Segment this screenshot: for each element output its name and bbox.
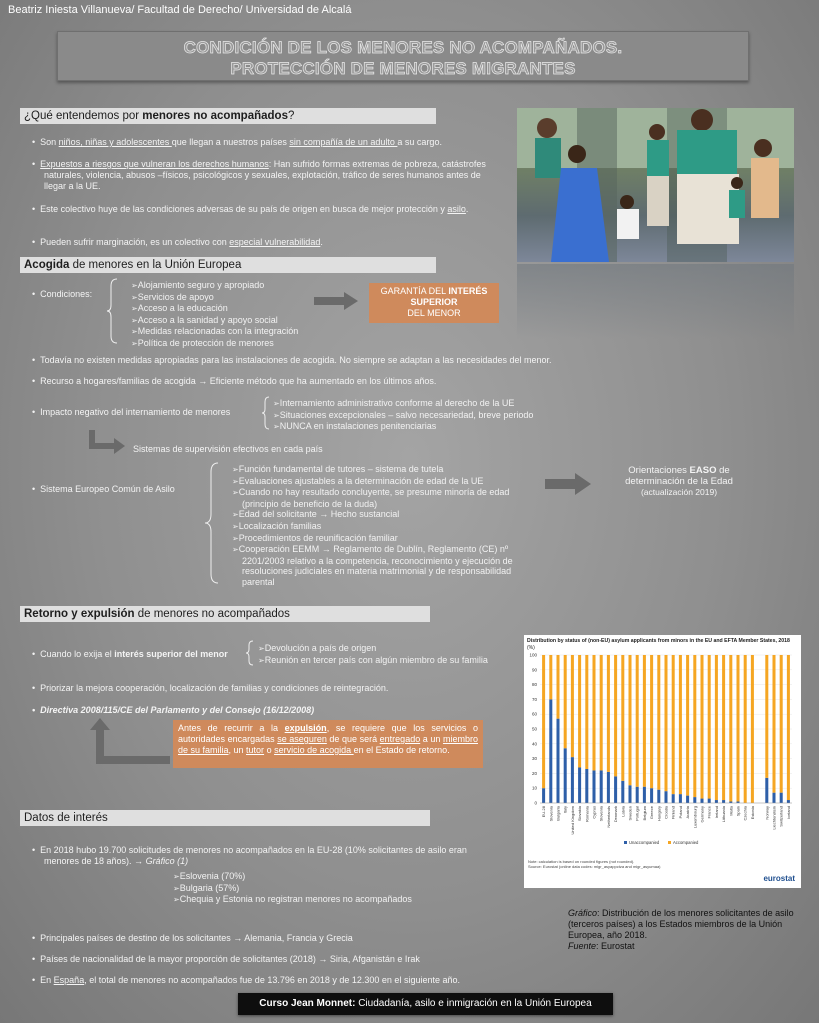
bar-accompanied <box>693 655 696 797</box>
bar-unaccompanied <box>643 787 646 803</box>
legend-label-accompanied: Accompanied <box>673 840 699 845</box>
text: de que será <box>326 734 380 744</box>
definition-bullet-3: • Este colectivo huye de las condiciones adversas de su país de origen en busca de mejor protección y asilo. <box>32 204 469 214</box>
percent-item: ➢ Bulgaria (57%) <box>173 883 473 895</box>
bar-accompanied <box>556 655 559 719</box>
text-underlined: sin compañía de un adulto <box>289 137 398 147</box>
page-title-line1: CONDICIÓN DE LOS MENORES NO ACOMPAÑADOS. <box>183 38 623 57</box>
bar-accompanied <box>542 655 545 788</box>
bar-unaccompanied <box>715 800 718 803</box>
bar-accompanied <box>578 655 581 767</box>
x-tick-label: United Kingdom <box>569 806 575 835</box>
text: Recurso a hogares/familias de acogida → Eficiente método que ha aumentado en los últimos años. <box>40 376 437 386</box>
footer-banner <box>238 993 613 1015</box>
text-underlined: especial vulnerabilidad <box>229 237 321 247</box>
brace-icon <box>107 278 119 344</box>
y-tick-label: 50 <box>531 726 537 732</box>
return-bullet-2: • Priorizar la mejora cooperación, localización de familias y condiciones de reintegración. <box>32 683 389 693</box>
ceas-item: ➢ Cooperación EEMM → Reglamento de Dublín, Reglamento (CE) nº 2201/2003 relativo a la competencia, reconocimiento y ejecución de resoluciones judiciales en materia matrimonial y de responsabilidad parental <box>232 544 528 587</box>
section-header-definition <box>20 108 436 124</box>
bar-unaccompanied <box>657 790 660 803</box>
section-header-return <box>20 606 430 622</box>
expulsion-box <box>173 720 483 768</box>
bar-accompanied <box>564 655 567 748</box>
ceas-item: ➢ Evaluaciones ajustables a la determinación de edad de la UE <box>232 476 528 488</box>
reception-bullet-2: • Recurso a hogares/familias de acogida → Eficiente método que ha aumentado en los últimos años. <box>32 376 437 386</box>
bar-unaccompanied <box>664 791 667 803</box>
x-tick-label: Austria <box>685 806 691 819</box>
x-tick-label: France <box>706 806 712 819</box>
return-bullet-3: • Directiva 2008/115/CE del Parlamento y del Consejo (16/12/2008) <box>32 705 315 715</box>
bar-unaccompanied <box>571 757 574 803</box>
text-italic: Gráfico <box>568 908 598 918</box>
x-tick-label: Hungary <box>656 806 662 822</box>
bar-accompanied <box>708 655 711 799</box>
x-tick-label: Czechia <box>742 806 748 821</box>
bar-accompanied <box>751 655 754 803</box>
bar-accompanied <box>650 655 653 788</box>
chart-note: Note: calculation is based on rounded figures (not rounded). <box>528 859 635 864</box>
text: Orientaciones <box>628 465 690 476</box>
bar-accompanied <box>592 655 595 770</box>
bar-accompanied <box>765 655 768 778</box>
text: Antes de recurrir a la <box>178 723 285 733</box>
text: Sistema Europeo Común de Asilo <box>40 484 175 494</box>
bar-unaccompanied <box>614 776 617 803</box>
bar-unaccompanied <box>578 767 581 803</box>
text: a un <box>420 734 443 744</box>
header-bold: menores no acompañados <box>142 110 288 122</box>
text: , se requiere que los servicios o autoridades encargadas <box>178 723 478 744</box>
x-tick-label: Liechtenstein <box>771 806 777 830</box>
bar-accompanied <box>780 655 783 793</box>
x-tick-label: Germany <box>699 806 705 823</box>
bar-accompanied <box>614 655 617 776</box>
header-bold: Acogida <box>24 259 70 271</box>
return-options <box>258 643 518 666</box>
reception-bullet-4: • Sistema Europeo Común de Asilo <box>32 484 175 494</box>
bar-accompanied <box>772 655 775 793</box>
text: , el total de menores no acompañados fue de 13.796 en 2018 y de 12.300 en el siguiente año. <box>84 975 460 985</box>
text: Todavía no existen medidas apropiadas para las instalaciones de acogida. No siempre se adaptan a las necesidades del menor. <box>40 355 552 365</box>
bar-unaccompanied <box>679 794 682 803</box>
text: en el Estado de retorno. <box>353 745 450 755</box>
ceas-item: ➢ Localización familias <box>232 521 528 533</box>
section-header-data <box>20 810 430 826</box>
text: : Han sufrido formas extremas de pobreza, catástrofes naturales, violencia, abusos –físicos, psicológicos y sexuales, explotación, tráfico de seres humanos antes de llegar a la UE. <box>44 159 486 191</box>
bar-unaccompanied <box>621 781 624 803</box>
ceas-list <box>232 464 528 588</box>
data-bullet-3: • Países de nacionalidad de la mayor proporción de solicitantes (2018) → Siria, Afganistán e Irak <box>32 954 420 964</box>
condition-item: ➢ Acceso a la educación <box>131 303 331 315</box>
x-tick-label: Finland <box>670 806 676 820</box>
footer-bold: Curso Jean Monnet: <box>259 998 356 1009</box>
data-bullet-4: • En España, el total de menores no acompañados fue de 13.796 en 2018 y de 12.300 en el siguiente año. <box>32 975 460 985</box>
definition-bullet-1: • Son niños, niñas y adolescentes que llegan a nuestros países sin compañía de un adulto a su cargo. <box>32 137 442 147</box>
text: Países de nacionalidad de la mayor proporción de solicitantes (2018) → Siria, Afganistán e Irak <box>40 954 420 964</box>
data-bullet-1: • En 2018 hubo 19.700 solicitudes de menores no acompañados en la EU-28 (10% solicitantes de asilo eran menores de 18 años). → Gráfico (1) <box>32 845 467 866</box>
x-tick-label: Belgium <box>641 806 647 821</box>
ceas-item: ➢ Cuando no hay resultado concluyente, se presume minoría de edad (principio de beneficio de la duda) <box>232 487 528 509</box>
text: Directiva 2008/115/CE del Parlamento y del Consejo (16/12/2008) <box>40 705 315 715</box>
text-underlined: entregado <box>379 734 421 744</box>
bar-unaccompanied <box>585 769 588 803</box>
text: (actualización 2019) <box>640 487 718 497</box>
condition-item: ➢ Alojamiento seguro y apropiado <box>131 280 331 292</box>
x-tick-label: Greece <box>649 806 655 820</box>
legend-label-unaccompanied: Unaccompanied <box>629 840 660 845</box>
text: Cuando lo exija el <box>40 649 115 659</box>
header-text: de menores no acompañados <box>134 608 290 620</box>
text: Este colectivo huye de las condiciones adversas de su país de origen en busca de mejor protección y <box>40 204 448 214</box>
text: : Eurostat <box>596 941 635 951</box>
y-tick-label: 20 <box>531 770 537 776</box>
bar-unaccompanied <box>765 778 768 803</box>
bar-unaccompanied <box>636 787 639 803</box>
bar-accompanied <box>600 655 603 770</box>
y-tick-label: 70 <box>531 696 537 702</box>
text: que llegan a nuestros países <box>171 137 290 147</box>
bar-accompanied <box>664 655 667 791</box>
title-banner <box>57 31 749 81</box>
bar-accompanied <box>700 655 703 799</box>
text: : Distribución de los menores solicitantes de asilo (terceros países) a los Estados miembros de la Unión Europea, año 2018. <box>568 908 794 940</box>
return-item: ➢ Devolución a país de origen <box>258 643 518 655</box>
text: Son <box>40 137 59 147</box>
bent-arrow-icon <box>88 430 126 454</box>
x-tick-label: Malta <box>728 806 734 816</box>
bar-unaccompanied <box>600 770 603 803</box>
x-tick-label: Cyprus <box>591 806 597 819</box>
data-bullet-2: • Principales países de destino de los solicitantes → Alemania, Francia y Grecia <box>32 933 353 943</box>
bar-accompanied <box>729 655 732 802</box>
eurostat-logo: eurostat <box>763 874 795 883</box>
bar-unaccompanied <box>549 699 552 803</box>
bar-accompanied <box>787 655 790 800</box>
bar-accompanied <box>657 655 660 790</box>
bar-accompanied <box>607 655 610 772</box>
y-tick-label: 0 <box>534 800 537 806</box>
reception-bullet-1: • Todavía no existen medidas apropiadas para las instalaciones de acogida. No siempre se adaptan a las necesidades del menor. <box>32 355 552 365</box>
easo-guidelines <box>604 465 754 498</box>
x-tick-label: Norway <box>764 806 770 820</box>
bar-accompanied <box>643 655 646 787</box>
text: Pueden sufrir marginación, es un colectivo con <box>40 237 230 247</box>
x-tick-label: Slovenia <box>598 806 604 822</box>
x-tick-label: Portugal <box>634 806 640 821</box>
definition-bullet-4: • Pueden sufrir marginación, es un colectivo con especial vulnerabilidad. <box>32 237 323 247</box>
detention-item: ➢ Internamiento administrativo conforme al derecho de la UE <box>273 398 573 410</box>
x-tick-label: Spain <box>735 806 741 817</box>
text: . <box>465 204 469 214</box>
bar-accompanied <box>744 655 747 803</box>
bar-accompanied <box>722 655 725 800</box>
detention-item: ➢ Situaciones excepcionales – salvo necesariedad, breve periodo <box>273 410 573 422</box>
text: Impacto negativo del internamiento de menores <box>40 407 231 417</box>
author-line: Beatriz Iniesta Villanueva/ Facultad de Derecho/ Universidad de Alcalá <box>8 4 352 16</box>
ceas-item: ➢ Función fundamental de tutores – sistema de tutela <box>232 464 528 476</box>
detention-item: ➢ NUNCA en instalaciones penitenciarias <box>273 421 573 433</box>
conditions-label: • Condiciones: <box>32 289 93 299</box>
percent-item: ➢ Eslovenia (70%) <box>173 871 473 883</box>
text: a su cargo. <box>397 137 442 147</box>
chart-title: Distribution by status of (non-EU) asylum applicants from minors in the EU and EFTA Member States, 2018 <box>527 638 790 644</box>
chart-panel <box>524 635 801 888</box>
x-tick-label: Slovakia <box>577 806 583 822</box>
chart-ylabel: (%) <box>527 645 535 651</box>
y-tick-label: 10 <box>531 785 537 791</box>
bar-unaccompanied <box>556 719 559 803</box>
bar-unaccompanied <box>592 770 595 803</box>
text-underlined: Expuestos a riesgos que vulneran los derechos humanos <box>40 159 269 169</box>
brace-icon <box>246 640 254 666</box>
condition-item: ➢ Política de protección de menores <box>131 338 331 350</box>
definition-bullet-2: • Expuestos a riesgos que vulneran los derechos humanos: Han sufrido formas extremas de pobreza, catástrofes naturales, violencia, abusos –físicos, psicológicos y sexuales, explotación, tráfico de seres humanos antes de llegar a la UE. <box>32 159 486 191</box>
y-tick-label: 30 <box>531 756 537 762</box>
x-tick-label: Slovenia <box>548 806 554 822</box>
brace-icon <box>262 396 270 430</box>
x-tick-label: Romania <box>584 806 590 823</box>
bar-accompanied <box>628 655 631 785</box>
y-tick-label: 90 <box>531 667 537 673</box>
x-tick-label: Poland <box>677 806 683 819</box>
text-underlined: se aseguren <box>277 734 327 744</box>
text: En <box>40 975 54 985</box>
condition-item: ➢ Acceso a la sanidad y apoyo social <box>131 315 331 327</box>
bar-unaccompanied <box>672 794 675 803</box>
legend-swatch-accompanied <box>668 841 671 844</box>
reception-bullet-3: • Impacto negativo del internamiento de menores <box>32 407 231 417</box>
section-header-reception <box>20 257 436 273</box>
x-tick-label: Estonia <box>749 806 755 820</box>
text: o <box>264 745 275 755</box>
detention-list <box>273 398 573 433</box>
y-tick-label: 100 <box>529 652 537 658</box>
legend-swatch-unaccompanied <box>624 841 627 844</box>
arrow-right-icon <box>314 292 358 310</box>
text-bold: expulsión <box>284 723 327 733</box>
text-italic: Gráfico (1) <box>145 856 189 866</box>
text-underlined: miembro de su familia <box>178 734 478 755</box>
supervision-text: Sistemas de supervisión efectivos en cada país <box>133 444 323 454</box>
chart-source: Source: Eurostat (online data codes: migr_asyappctza and migr_asyumaa) <box>528 864 661 869</box>
bar-unaccompanied <box>564 748 567 803</box>
bar-unaccompanied <box>708 799 711 803</box>
bar-unaccompanied <box>650 788 653 803</box>
text: Priorizar la mejora cooperación, localización de familias y condiciones de reintegración. <box>40 683 389 693</box>
x-tick-label: Italy <box>562 806 568 814</box>
y-tick-label: 40 <box>531 741 537 747</box>
header-text: ¿Qué entendemos por <box>24 110 143 122</box>
text: Principales países de destino de los solicitantes → Alemania, Francia y Grecia <box>40 933 353 943</box>
text: En 2018 hubo 19.700 solicitudes de menores no acompañados en la EU-28 (10% solicitantes de asilo eran menores de 18 años). → <box>40 845 467 866</box>
text-bold: interés superior del menor <box>114 649 228 659</box>
header-bold: Retorno y expulsión <box>24 608 135 620</box>
bar-unaccompanied <box>686 796 689 803</box>
percent-list <box>173 871 473 906</box>
text: Condiciones: <box>40 289 93 299</box>
bar-unaccompanied <box>700 799 703 803</box>
return-bullet-1: • Cuando lo exija el interés superior del menor <box>32 649 228 659</box>
footer-text: Ciudadanía, asilo e inmigración en la Unión Europea <box>355 998 592 1009</box>
bar-accompanied <box>571 655 574 757</box>
y-tick-label: 60 <box>531 711 537 717</box>
x-tick-label: Netherlands <box>605 806 611 828</box>
bar-accompanied <box>672 655 675 794</box>
header-text: Datos de interés <box>24 812 108 824</box>
return-item: ➢ Reunión en tercer país con algún miembro de su familia <box>258 655 518 667</box>
bar-unaccompanied <box>772 793 775 803</box>
bar-accompanied <box>736 655 739 802</box>
text-italic: Fuente <box>568 941 597 951</box>
x-tick-label: Latvia <box>620 806 626 817</box>
bar-unaccompanied <box>628 785 631 803</box>
text-underlined: servicio de acogida <box>274 745 354 755</box>
bar-accompanied <box>549 655 552 699</box>
x-tick-label: Switzerland <box>778 806 784 827</box>
bar-accompanied <box>679 655 682 794</box>
bar-accompanied <box>585 655 588 769</box>
x-tick-label: EU-28 <box>541 806 547 818</box>
text-underlined: España <box>53 975 85 985</box>
x-tick-label: Ireland <box>713 806 719 819</box>
x-tick-label: Bulgaria <box>555 806 561 821</box>
text: DEL MENOR <box>407 308 461 318</box>
bar-unaccompanied <box>780 793 783 803</box>
x-tick-label: Denmark <box>613 806 619 823</box>
x-tick-label: Croatia <box>663 806 669 819</box>
children-photo <box>517 108 794 262</box>
text-underlined: tutor <box>246 745 265 755</box>
text-bold: INTERÉS SUPERIOR <box>410 286 488 307</box>
text: . <box>320 237 323 247</box>
photo-reflection <box>517 264 794 339</box>
bar-accompanied <box>715 655 718 800</box>
text-underlined: asilo <box>447 204 466 214</box>
chart-svg <box>524 647 801 862</box>
condition-item: ➢ Servicios de apoyo <box>131 292 331 304</box>
x-tick-label: Luxembourg <box>692 806 698 829</box>
text: de determinación de la Edad <box>625 465 733 487</box>
bent-arrow-icon <box>90 718 170 770</box>
text: , un <box>228 745 247 755</box>
x-tick-label: Sweden <box>627 806 633 821</box>
bar-unaccompanied <box>787 800 790 803</box>
conditions-list <box>131 280 331 350</box>
ceas-item: ➢ Procedimientos de reunificación familiar <box>232 533 528 545</box>
x-tick-label: Lithuania <box>721 806 727 823</box>
chart-caption <box>568 908 800 952</box>
text: GARANTÍA DEL <box>380 286 449 296</box>
bar-accompanied <box>686 655 689 796</box>
page-title-line2: PROTECCIÓN DE MENORES MIGRANTES <box>230 59 576 78</box>
arrow-right-icon <box>545 473 591 495</box>
condition-item: ➢ Medidas relacionadas con la integración <box>131 326 331 338</box>
best-interest-box <box>369 283 499 323</box>
header-text-end: ? <box>287 110 295 122</box>
x-tick-label: Iceland <box>785 806 791 819</box>
y-tick-label: 80 <box>531 682 537 688</box>
ceas-item: ➢ Edad del solicitante → Hecho sustancial <box>232 509 528 521</box>
percent-item: ➢ Chequia y Estonia no registran menores no acompañados <box>173 894 473 906</box>
text-underlined: niños, niñas y adolescentes <box>58 137 172 147</box>
bar-unaccompanied <box>607 772 610 803</box>
bar-unaccompanied <box>693 797 696 803</box>
bar-accompanied <box>621 655 624 781</box>
bar-unaccompanied <box>722 800 725 803</box>
bar-accompanied <box>636 655 639 787</box>
header-text: de menores en la Unión Europea <box>69 259 242 271</box>
bar-unaccompanied <box>542 788 545 803</box>
text-bold: EASO <box>689 465 717 476</box>
brace-icon <box>205 462 219 584</box>
